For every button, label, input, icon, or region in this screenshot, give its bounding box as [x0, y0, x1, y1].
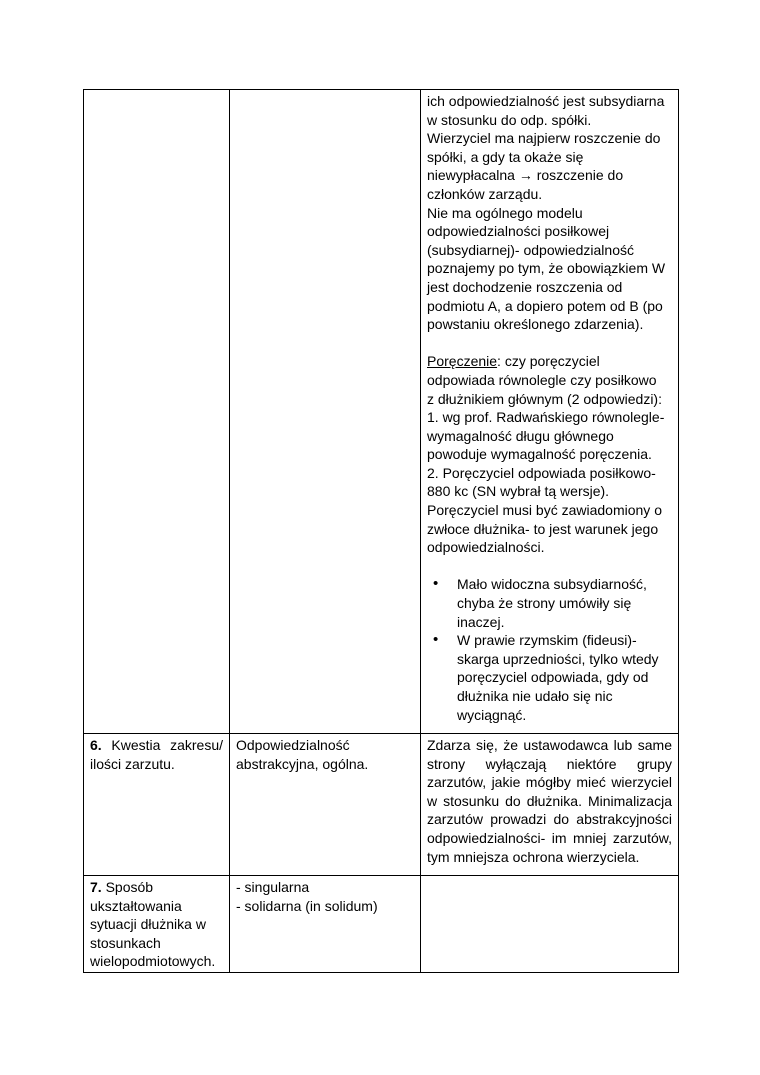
list-item: • Mało widoczna subsydiarność, chyba że strony umówiły się inaczej.: [457, 575, 672, 631]
row1-col1-cell: [84, 90, 230, 734]
table-row: [84, 734, 679, 876]
row1-col2-cell: [230, 90, 421, 734]
bullet-list: [427, 575, 672, 724]
arrow-right-icon: →: [518, 167, 533, 184]
table-row: [84, 90, 679, 734]
guarantee-paragraph: Poręczenie: czy poręczyciel odpowiada równolegle czy posiłkowo z dłużnikiem głównym (2 odpowiedzi): 1. wg prof. Radwańskiego równolegle- wymagalność długu głównego powoduje wymagalność poręczenia. 2. Poręczyciel odpowiada posiłkowo- 880 kc (SN wybrał tą wersje). Poręczyciel musi być zawiadomiony o zwłoce dłużnika- to jest warunek jego odpowiedzialności.: [427, 353, 665, 556]
row1-col3-cell: [421, 90, 679, 734]
row2-col2-cell: Odpowiedzialność abstrakcyjna, ogólna.: [230, 734, 421, 876]
subsidiary-paragraph: ich odpowiedzialność jest subsydiarna w stosunku do odp. spółki. Wierzyciel ma najpierw roszczenie do spółki, a gdy ta okaże się niewypłacalna → roszczenie do członków zarządu. Nie ma ogólnego modelu odpowiedzialności posiłkowej (subsydiarnej)- odpowiedzialność poznajemy po tym, że obowiązkiem W jest dochodzenie roszczenia od podmiotu A, a dopiero potem od B (po powstaniu określonego zdarzenia).: [427, 93, 666, 333]
row3-col3-cell: [421, 876, 679, 973]
row3-col2-cell: - singularna - solidarna (in solidum): [230, 876, 421, 973]
list-item: • W prawie rzymskim (fideusi)- skarga uprzedniości, tylko wtedy poręczyciel odpowiada, gdy od dłużnika nie udało się nic wyciągnąć.: [457, 631, 672, 724]
row2-col3-cell: Zdarza się, że ustawodawca lub same strony wyłączają niektóre grupy zarzutów, jakie mógłby mieć wierzyciel w stosunku do dłużnika. Minimalizacja zarzutów prowadzi do abstrakcyjności odpowiedzialności- im mniej zarzutów, tym mniejsza ochrona wierzyciela.: [421, 734, 679, 876]
row2-col1-cell: 6. Kwestia zakresu/ ilości zarzutu.: [84, 734, 230, 876]
obligations-table: [83, 89, 679, 973]
row3-col1-cell: 7. Sposób ukształtowania sytuacji dłużnika w stosunkach wielopodmiotowych.: [84, 876, 230, 973]
table-row: [84, 876, 679, 973]
